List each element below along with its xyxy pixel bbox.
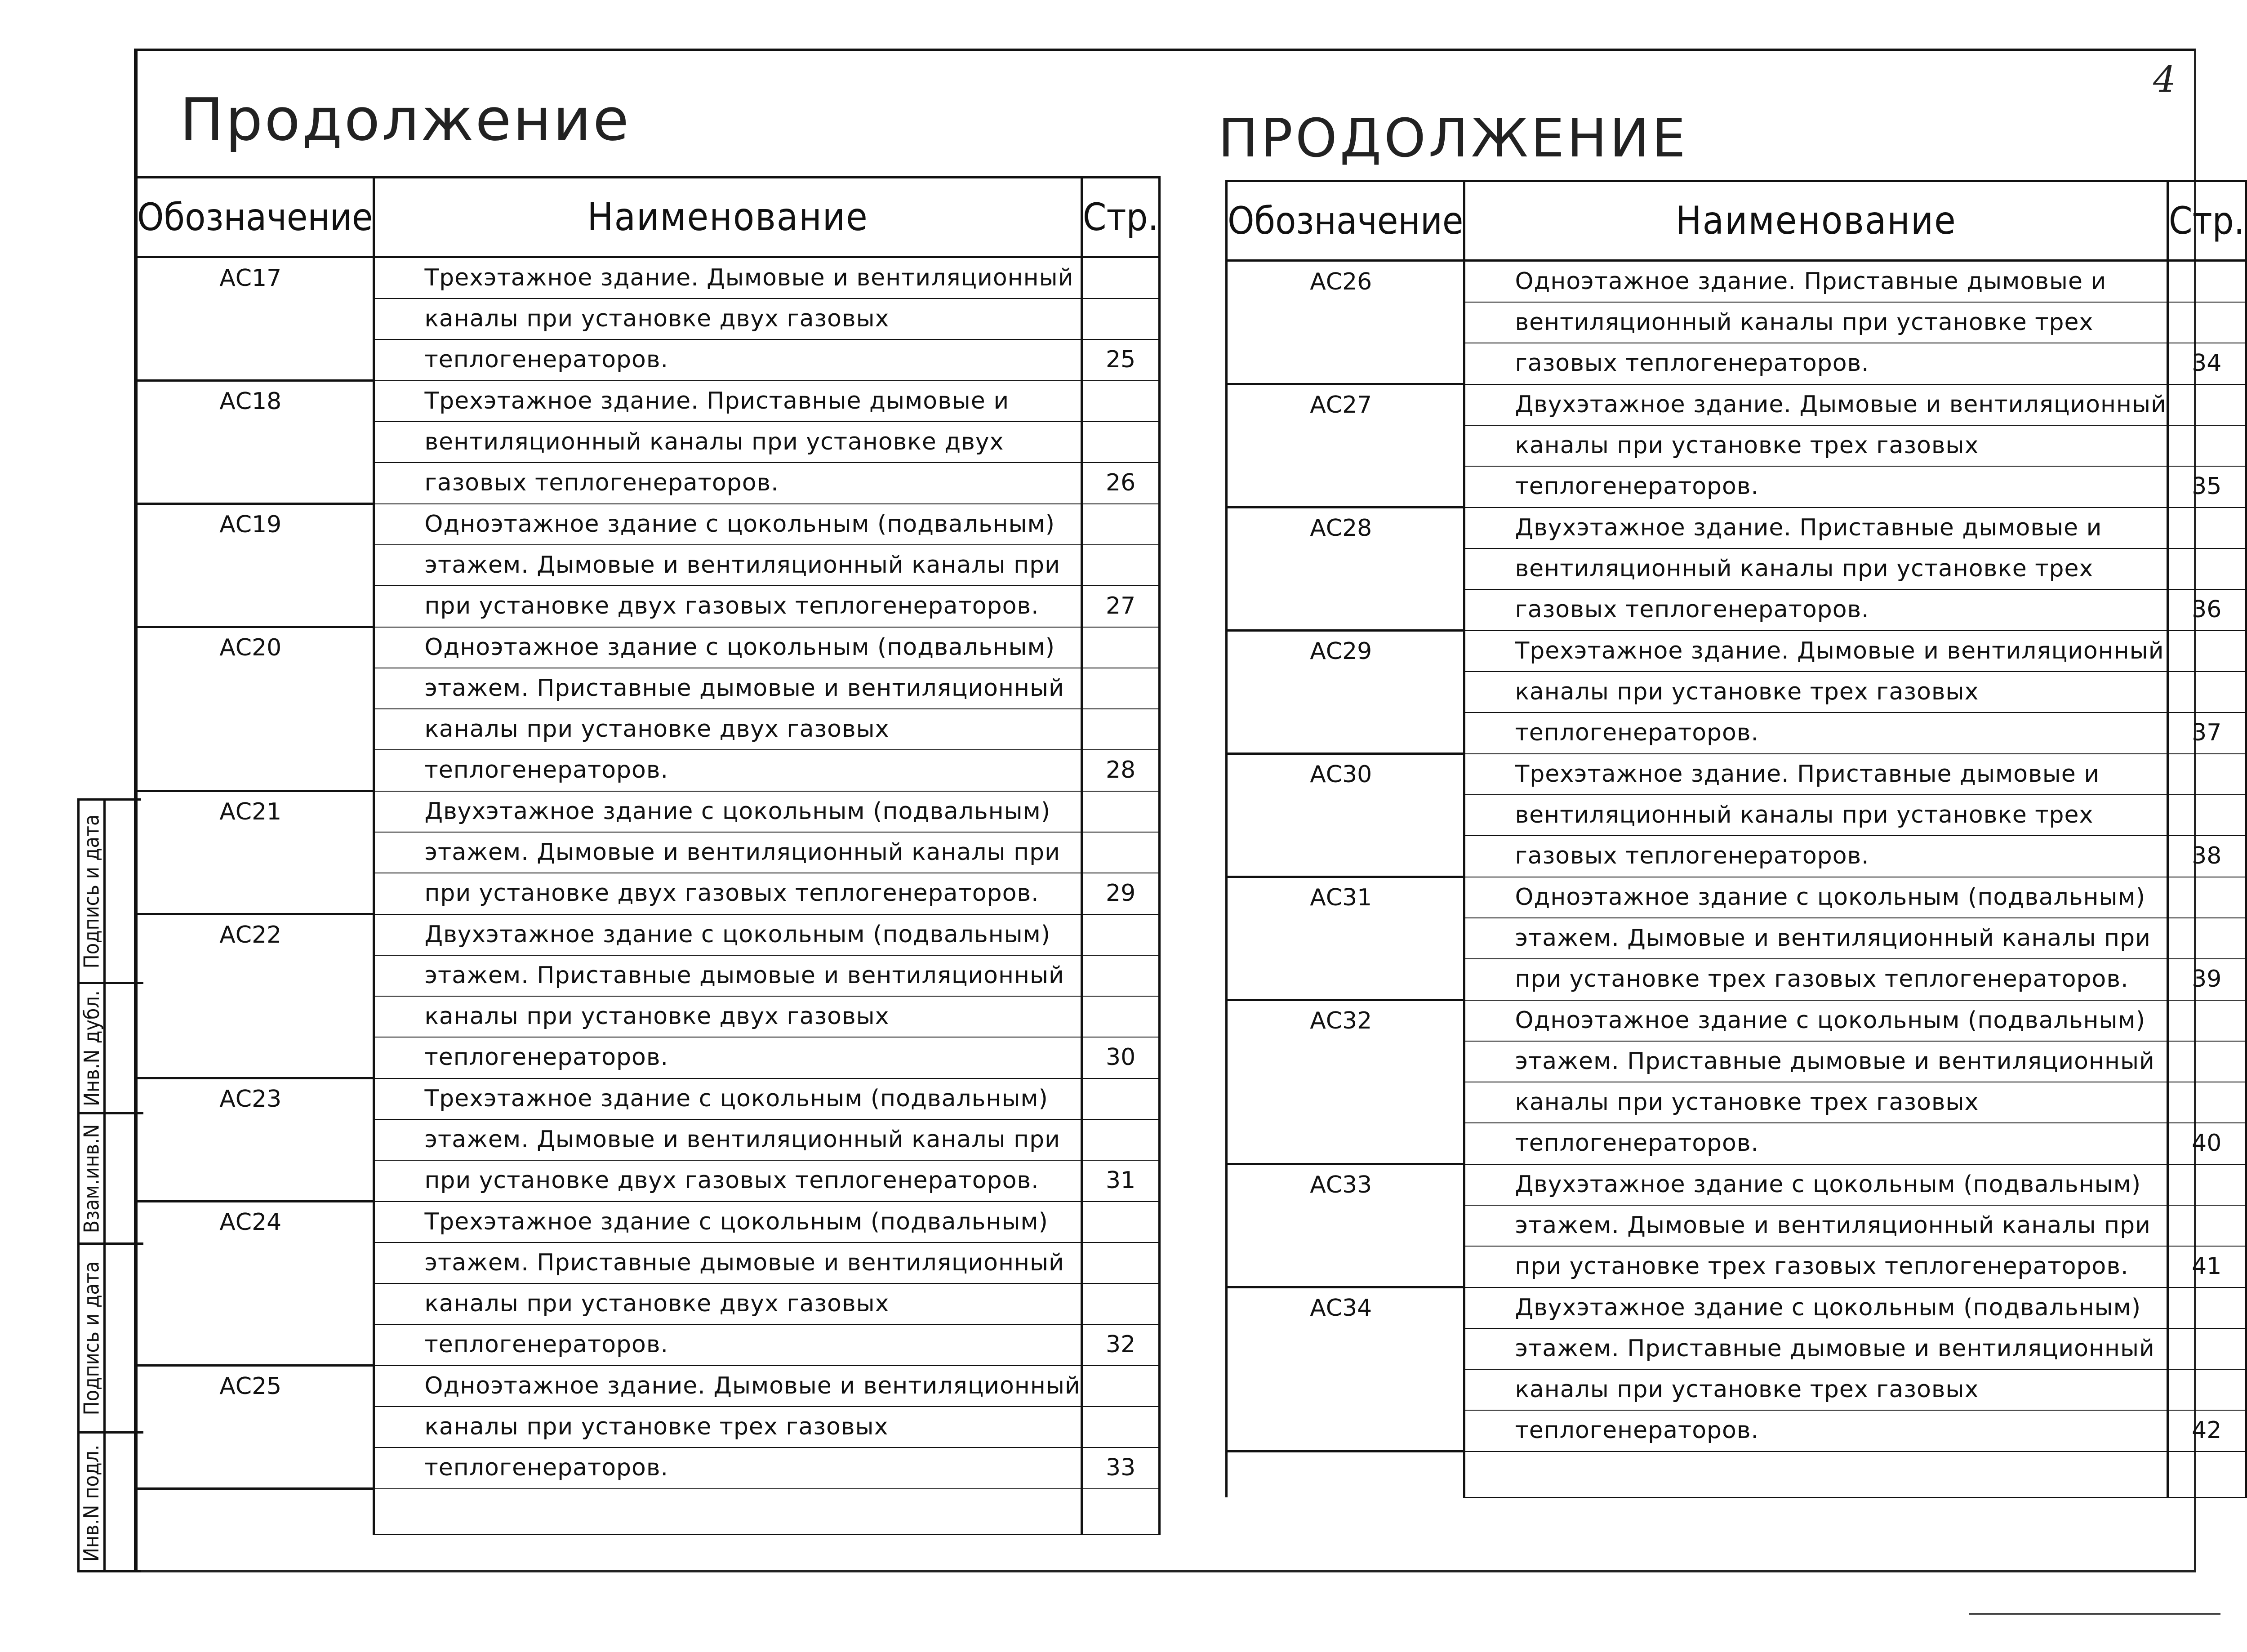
entry-page: 31 [1081, 1160, 1160, 1202]
entry-code: АС34 [1227, 1287, 1464, 1329]
entry-name-line: этажем. Дымовые и вентиляционный каналы при [374, 1119, 1081, 1160]
stamp-field: Инв.N дубл. [80, 984, 106, 1114]
header-name: Наименование [1464, 181, 2167, 261]
entry-page-empty [2167, 1000, 2246, 1042]
entry-code-empty [1227, 1369, 1464, 1410]
table-row [136, 791, 1160, 833]
table-row [1227, 1205, 2246, 1246]
entry-code: АС26 [1227, 261, 1464, 303]
table-row [1227, 261, 2246, 303]
entry-code-empty [136, 422, 374, 463]
header-page: Стр. [2167, 181, 2246, 261]
empty-cell [374, 1489, 1081, 1535]
entry-page-empty [1081, 914, 1160, 956]
table-row-empty [1227, 1452, 2246, 1498]
entry-code: АС31 [1227, 877, 1464, 918]
entry-page-empty [1081, 996, 1160, 1037]
entry-code-empty [1227, 918, 1464, 959]
entry-code-empty [1227, 589, 1464, 631]
table-row [1227, 631, 2246, 672]
entry-page: 30 [1081, 1037, 1160, 1078]
stamp-field: Подпись и дата [80, 1245, 106, 1434]
table-row [1227, 1246, 2246, 1287]
table-row [136, 709, 1160, 750]
entry-name-line: газовых теплогенераторов. [1464, 836, 2167, 877]
entry-code: АС18 [136, 381, 374, 422]
entry-page-empty [2167, 672, 2246, 712]
entry-name-line: Одноэтажное здание. Приставные дымовые и [1464, 261, 2167, 303]
entry-name-line: при установке двух газовых теплогенераторов. [374, 1160, 1081, 1202]
table-row [136, 955, 1160, 996]
entry-page-empty [2167, 1369, 2246, 1410]
entry-code-empty [136, 955, 374, 996]
entry-code: АС19 [136, 504, 374, 545]
table-row [136, 422, 1160, 463]
entry-name-line: газовых теплогенераторов. [1464, 589, 2167, 631]
table-row [1227, 795, 2246, 836]
entry-page-empty [1081, 545, 1160, 586]
entry-page-empty [2167, 1041, 2246, 1082]
entry-code-empty [136, 832, 374, 873]
entry-name-line: этажем. Дымовые и вентиляционный каналы при [374, 832, 1081, 873]
header-name: Наименование [374, 178, 1081, 257]
table-row [136, 996, 1160, 1037]
table-row [1227, 548, 2246, 589]
entry-page-empty [2167, 1082, 2246, 1123]
entry-page: 34 [2167, 343, 2246, 384]
entry-page-empty [1081, 1242, 1160, 1283]
empty-cell [1081, 1489, 1160, 1535]
table-row [136, 463, 1160, 504]
entry-page-empty [1081, 1078, 1160, 1120]
entry-code-empty [136, 996, 374, 1037]
entry-name-line: теплогенераторов. [374, 1324, 1081, 1366]
table-row [136, 298, 1160, 339]
stamp-field: Подпись и дата [80, 801, 106, 984]
entry-code-empty [1227, 672, 1464, 712]
table-row [1227, 754, 2246, 795]
table-row [1227, 1082, 2246, 1123]
entry-name-line: Одноэтажное здание с цокольным (подвальным) [374, 504, 1081, 545]
table-row [1227, 1164, 2246, 1206]
table-row [1227, 425, 2246, 466]
table-row [1227, 1123, 2246, 1164]
entry-name-line: Одноэтажное здание с цокольным (подвальным) [374, 627, 1081, 668]
entry-code-empty [1227, 836, 1464, 877]
header-code: Обозначение [1227, 181, 1464, 261]
entry-name-line: Двухэтажное здание с цокольным (подвальным) [1464, 1164, 2167, 1206]
table-row [136, 668, 1160, 709]
entry-name-line: Одноэтажное здание. Дымовые и вентиляционный [374, 1366, 1081, 1407]
entry-page: 38 [2167, 836, 2246, 877]
entry-page-empty [1081, 381, 1160, 422]
entry-code-empty [1227, 425, 1464, 466]
table-row [1227, 1041, 2246, 1082]
entry-code: АС17 [136, 257, 374, 299]
entry-name-line: Одноэтажное здание с цокольным (подвальным) [1464, 877, 2167, 918]
entry-page-empty [1081, 955, 1160, 996]
stamp-blank [106, 1245, 143, 1434]
table-row [136, 257, 1160, 299]
entry-page-empty [1081, 832, 1160, 873]
stamp-field: Инв.N подл. [80, 1434, 106, 1572]
entry-page-empty [2167, 795, 2246, 836]
entry-name-line: каналы при установке трех газовых [374, 1407, 1081, 1447]
entry-code: АС25 [136, 1366, 374, 1407]
entry-page-empty [1081, 1366, 1160, 1407]
entry-code-empty [136, 586, 374, 627]
table-row [136, 504, 1160, 545]
entry-code-empty [136, 1119, 374, 1160]
entry-name-line: при установке двух газовых теплогенераторов. [374, 586, 1081, 627]
entry-page-empty [1081, 1283, 1160, 1324]
table-row [136, 1160, 1160, 1202]
table-row [1227, 508, 2246, 549]
entry-name-line: каналы при установке трех газовых [1464, 1369, 2167, 1410]
entry-page-empty [2167, 1328, 2246, 1369]
table-row [136, 1242, 1160, 1283]
table-row [136, 1283, 1160, 1324]
entry-code: АС22 [136, 914, 374, 956]
table-row [136, 832, 1160, 873]
entry-code-empty [136, 463, 374, 504]
entry-page-empty [1081, 791, 1160, 833]
entry-page: 36 [2167, 589, 2246, 631]
entry-name-line: Трехэтажное здание с цокольным (подвальным) [374, 1078, 1081, 1120]
entry-code: АС27 [1227, 384, 1464, 426]
entry-name-line: каналы при установке двух газовых [374, 709, 1081, 750]
entry-name-line: вентиляционный каналы при установке трех [1464, 795, 2167, 836]
left-page-title: Продолжение [180, 85, 631, 154]
table-row [1227, 1369, 2246, 1410]
entry-code-empty [136, 1324, 374, 1366]
entry-code-empty [1227, 343, 1464, 384]
entry-name-line: этажем. Дымовые и вентиляционный каналы при [374, 545, 1081, 586]
entry-page: 37 [2167, 712, 2246, 754]
entry-code: АС30 [1227, 754, 1464, 795]
entry-code-empty [1227, 712, 1464, 754]
entry-page: 28 [1081, 750, 1160, 791]
entry-name-line: каналы при установке двух газовых [374, 1283, 1081, 1324]
entry-page-empty [2167, 425, 2246, 466]
table-row [1227, 1410, 2246, 1452]
entry-code-empty [136, 1242, 374, 1283]
entry-name-line: теплогенераторов. [374, 750, 1081, 791]
table-row [136, 873, 1160, 914]
table-row [1227, 384, 2246, 426]
entry-name-line: Двухэтажное здание с цокольным (подвальным) [1464, 1287, 2167, 1329]
entry-page-empty [2167, 508, 2246, 549]
stamp-blank [106, 984, 143, 1114]
entry-name-line: Трехэтажное здание. Приставные дымовые и [374, 381, 1081, 422]
entry-name-line: Двухэтажное здание с цокольным (подвальным) [374, 791, 1081, 833]
entry-page-empty [1081, 709, 1160, 750]
table-row [1227, 836, 2246, 877]
table-row [1227, 1328, 2246, 1369]
entry-name-line: каналы при установке трех газовых [1464, 425, 2167, 466]
entry-name-line: теплогенераторов. [1464, 466, 2167, 508]
entry-name-line: теплогенераторов. [374, 1037, 1081, 1078]
entry-name-line: Двухэтажное здание. Дымовые и вентиляционный [1464, 384, 2167, 426]
table-row [136, 750, 1160, 791]
empty-cell [136, 1489, 374, 1535]
entry-page-empty [1081, 668, 1160, 709]
entry-name-line: Двухэтажное здание с цокольным (подвальным) [374, 914, 1081, 956]
entry-name-line: этажем. Приставные дымовые и вентиляционный [1464, 1041, 2167, 1082]
entry-code-empty [1227, 466, 1464, 508]
entry-page: 41 [2167, 1246, 2246, 1287]
entry-code: АС24 [136, 1202, 374, 1243]
entry-name-line: Трехэтажное здание с цокольным (подвальным) [374, 1202, 1081, 1243]
entry-code-empty [136, 873, 374, 914]
entry-code: АС23 [136, 1078, 374, 1120]
table-row [1227, 918, 2246, 959]
entry-page: 26 [1081, 463, 1160, 504]
entry-code: АС32 [1227, 1000, 1464, 1042]
table-row [136, 381, 1160, 422]
entry-page: 39 [2167, 959, 2246, 1000]
entry-code-empty [1227, 795, 1464, 836]
entry-page-empty [2167, 548, 2246, 589]
stamp-blank [106, 1114, 143, 1245]
entry-page-empty [1081, 1407, 1160, 1447]
table-row [136, 1202, 1160, 1243]
entry-code-empty [136, 1160, 374, 1202]
empty-cell [2167, 1452, 2246, 1498]
entry-name-line: при установке трех газовых теплогенераторов. [1464, 1246, 2167, 1287]
table-row [1227, 712, 2246, 754]
table-row [136, 914, 1160, 956]
entry-code: АС28 [1227, 508, 1464, 549]
underline [1969, 1613, 2220, 1615]
entry-code-empty [1227, 302, 1464, 343]
table-row [136, 1324, 1160, 1366]
entry-name-line: Двухэтажное здание. Приставные дымовые и [1464, 508, 2167, 549]
entry-page-empty [2167, 302, 2246, 343]
entry-code-empty [1227, 1123, 1464, 1164]
empty-cell [1464, 1452, 2167, 1498]
table-row [136, 1119, 1160, 1160]
table-row [136, 339, 1160, 381]
entry-name-line: Одноэтажное здание с цокольным (подвальным) [1464, 1000, 2167, 1042]
entry-page-empty [2167, 754, 2246, 795]
entry-page-empty [2167, 918, 2246, 959]
header-code: Обозначение [136, 178, 374, 257]
entry-name-line: теплогенераторов. [374, 1447, 1081, 1489]
table-row [136, 1407, 1160, 1447]
entry-code-empty [1227, 1082, 1464, 1123]
entry-name-line: теплогенераторов. [1464, 712, 2167, 754]
entry-name-line: газовых теплогенераторов. [374, 463, 1081, 504]
entry-page: 32 [1081, 1324, 1160, 1366]
table-row-empty [136, 1489, 1160, 1535]
table-row [1227, 877, 2246, 918]
entry-code: АС33 [1227, 1164, 1464, 1206]
entry-name-line: каналы при установке двух газовых [374, 996, 1081, 1037]
entry-name-line: газовых теплогенераторов. [1464, 343, 2167, 384]
stamp-blank [106, 801, 143, 984]
entry-page: 40 [2167, 1123, 2246, 1164]
table-row [1227, 466, 2246, 508]
table-row [1227, 343, 2246, 384]
entry-name-line: этажем. Приставные дымовые и вентиляционный [374, 668, 1081, 709]
entry-page: 35 [2167, 466, 2246, 508]
entry-code-empty [1227, 1328, 1464, 1369]
entry-name-line: этажем. Дымовые и вентиляционный каналы при [1464, 1205, 2167, 1246]
entry-page-empty [2167, 631, 2246, 672]
entry-name-line: Трехэтажное здание. Приставные дымовые и [1464, 754, 2167, 795]
right-page-title: ПРОДОЛЖЕНИЕ [1218, 107, 1688, 169]
entry-page-empty [1081, 298, 1160, 339]
left-contents-table [135, 176, 1161, 1535]
empty-cell [1227, 1452, 1464, 1498]
entry-name-line: Трехэтажное здание. Дымовые и вентиляционный [1464, 631, 2167, 672]
entry-page: 27 [1081, 586, 1160, 627]
entry-page: 29 [1081, 873, 1160, 914]
entry-code-empty [1227, 1246, 1464, 1287]
entry-page-empty [2167, 1164, 2246, 1206]
stamp-field: Взам.инв.N [80, 1114, 106, 1245]
entry-page-empty [1081, 257, 1160, 299]
table-row [1227, 1287, 2246, 1329]
table-row [1227, 959, 2246, 1000]
right-contents-table [1225, 180, 2247, 1498]
entry-name-line: теплогенераторов. [1464, 1123, 2167, 1164]
table-row [136, 1037, 1160, 1078]
entry-page-empty [1081, 504, 1160, 545]
entry-page-empty [2167, 1287, 2246, 1329]
table-row [136, 545, 1160, 586]
entry-name-line: при установке трех газовых теплогенераторов. [1464, 959, 2167, 1000]
entry-name-line: каналы при установке трех газовых [1464, 1082, 2167, 1123]
entry-name-line: этажем. Приставные дымовые и вентиляционный [374, 1242, 1081, 1283]
entry-code-empty [136, 1037, 374, 1078]
entry-page-empty [2167, 384, 2246, 426]
entry-name-line: этажем. Приставные дымовые и вентиляционный [374, 955, 1081, 996]
entry-code-empty [1227, 1041, 1464, 1082]
entry-page-empty [1081, 1202, 1160, 1243]
table-row [1227, 302, 2246, 343]
header-page: Стр. [1081, 178, 1160, 257]
entry-name-line: теплогенераторов. [374, 339, 1081, 381]
entry-name-line: каналы при установке трех газовых [1464, 672, 2167, 712]
entry-page: 25 [1081, 339, 1160, 381]
table-row [1227, 672, 2246, 712]
table-row [136, 1078, 1160, 1120]
table-row [136, 586, 1160, 627]
entry-name-line: вентиляционный каналы при установке трех [1464, 548, 2167, 589]
entry-code-empty [136, 1283, 374, 1324]
entry-page-empty [2167, 261, 2246, 303]
left-table-body [136, 257, 1160, 1535]
entry-code-empty [1227, 1205, 1464, 1246]
entry-code-empty [136, 709, 374, 750]
entry-code-empty [136, 1407, 374, 1447]
entry-code: АС21 [136, 791, 374, 833]
table-row [136, 627, 1160, 668]
entry-page: 42 [2167, 1410, 2246, 1452]
sheet-number: 4 [2153, 58, 2176, 100]
entry-code-empty [1227, 959, 1464, 1000]
table-row [136, 1366, 1160, 1407]
entry-name-line: при установке двух газовых теплогенераторов. [374, 873, 1081, 914]
entry-code-empty [136, 668, 374, 709]
entry-page-empty [1081, 627, 1160, 668]
entry-page-empty [1081, 422, 1160, 463]
entry-code-empty [136, 545, 374, 586]
entry-page-empty [2167, 877, 2246, 918]
entry-code-empty [1227, 548, 1464, 589]
entry-name-line: каналы при установке двух газовых [374, 298, 1081, 339]
entry-name-line: вентиляционный каналы при установке двух [374, 422, 1081, 463]
entry-code: АС20 [136, 627, 374, 668]
entry-name-line: Трехэтажное здание. Дымовые и вентиляционный [374, 257, 1081, 299]
entry-name-line: вентиляционный каналы при установке трех [1464, 302, 2167, 343]
entry-name-line: теплогенераторов. [1464, 1410, 2167, 1452]
entry-code-empty [136, 750, 374, 791]
entry-code-empty [136, 298, 374, 339]
entry-code-empty [136, 339, 374, 381]
entry-page-empty [1081, 1119, 1160, 1160]
table-row [1227, 1000, 2246, 1042]
entry-code-empty [1227, 1410, 1464, 1452]
right-table-body [1227, 261, 2246, 1498]
entry-name-line: этажем. Приставные дымовые и вентиляционный [1464, 1328, 2167, 1369]
table-row [136, 1447, 1160, 1489]
side-stamp [77, 798, 141, 1572]
entry-page-empty [2167, 1205, 2246, 1246]
entry-name-line: этажем. Дымовые и вентиляционный каналы при [1464, 918, 2167, 959]
entry-page: 33 [1081, 1447, 1160, 1489]
table-row [1227, 589, 2246, 631]
entry-code: АС29 [1227, 631, 1464, 672]
entry-code-empty [136, 1447, 374, 1489]
